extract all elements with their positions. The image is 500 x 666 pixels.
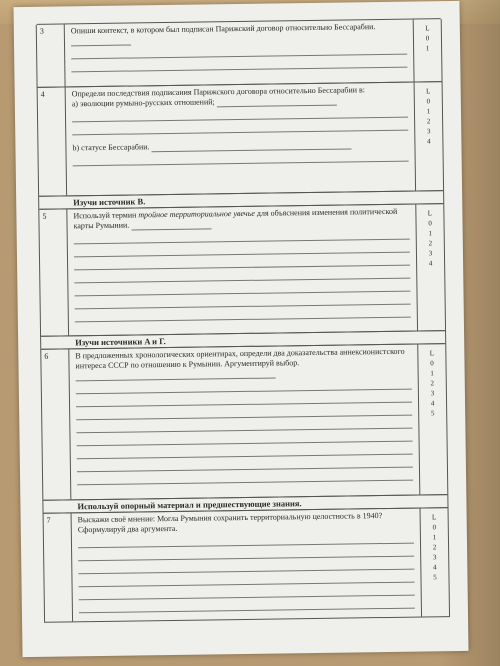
question-row-3 — [37, 18, 442, 88]
section-header: Изучи источники A и Г. — [75, 336, 166, 348]
answer-line[interactable] — [217, 97, 337, 108]
question-number: 3 — [37, 24, 66, 86]
question-row-4 — [38, 81, 443, 197]
answer-line[interactable] — [71, 57, 407, 73]
question-term: тройное территориальное увечье — [138, 208, 255, 220]
sub-question-b: b) статусе Бессарабии. — [72, 142, 150, 153]
question-number: 7 — [44, 513, 74, 621]
question-text: Выскажи своё мнение: Могла Румыния сохранить территориальную целостность в 1940? Сформулируй два аргумента. — [77, 511, 383, 535]
score-scale: L 0 1 — [413, 19, 442, 81]
section-header: Используй опорный материал и предшествующие знания. — [77, 498, 302, 512]
answer-line[interactable] — [72, 120, 408, 136]
question-number: 4 — [38, 87, 68, 195]
question-number: 5 — [39, 209, 69, 335]
sub-question-a: а) эволюции румыно-русских отношений; — [71, 97, 215, 109]
answer-line[interactable] — [71, 37, 131, 47]
question-row-5: 5 Используй термин тройное территориальное увечье для объяснения изменения политической карты Румынии. L 0 1 2 3 4 — [39, 203, 445, 337]
answer-line[interactable] — [73, 151, 409, 167]
question-number: 6 — [41, 349, 71, 499]
question-text: В предложенных хронологических ориентирах, определи два доказательства аннексионистского интереса СССР по отношению к Румынии. Аргументируй выбор. — [75, 346, 405, 371]
answer-line[interactable] — [151, 140, 351, 152]
question-row-6 — [41, 343, 447, 501]
answer-line[interactable] — [77, 470, 413, 486]
question-text: Опиши контекст, в котором был подписан Парижский договор относительно Бессарабии. — [70, 22, 376, 36]
question-text: Используй термин — [73, 210, 139, 221]
score-scale: L 0 1 2 3 4 5 — [417, 344, 447, 494]
question-text: Определи последствия подписания Парижского договора относительно Бессарабии в: — [71, 85, 366, 99]
question-row-7 — [44, 507, 449, 623]
score-scale: L 0 1 2 3 4 5 — [420, 508, 450, 616]
score-scale: L 0 1 2 3 4 — [414, 82, 444, 190]
answer-line[interactable] — [76, 370, 276, 382]
answer-line[interactable] — [79, 598, 415, 614]
questions-table — [36, 19, 450, 623]
score-scale: L 0 1 2 3 4 — [415, 204, 445, 330]
section-header: Изучи источник B. — [73, 196, 146, 208]
answer-line[interactable] — [131, 220, 211, 230]
answer-line[interactable] — [75, 307, 411, 323]
worksheet-page — [13, 1, 468, 657]
